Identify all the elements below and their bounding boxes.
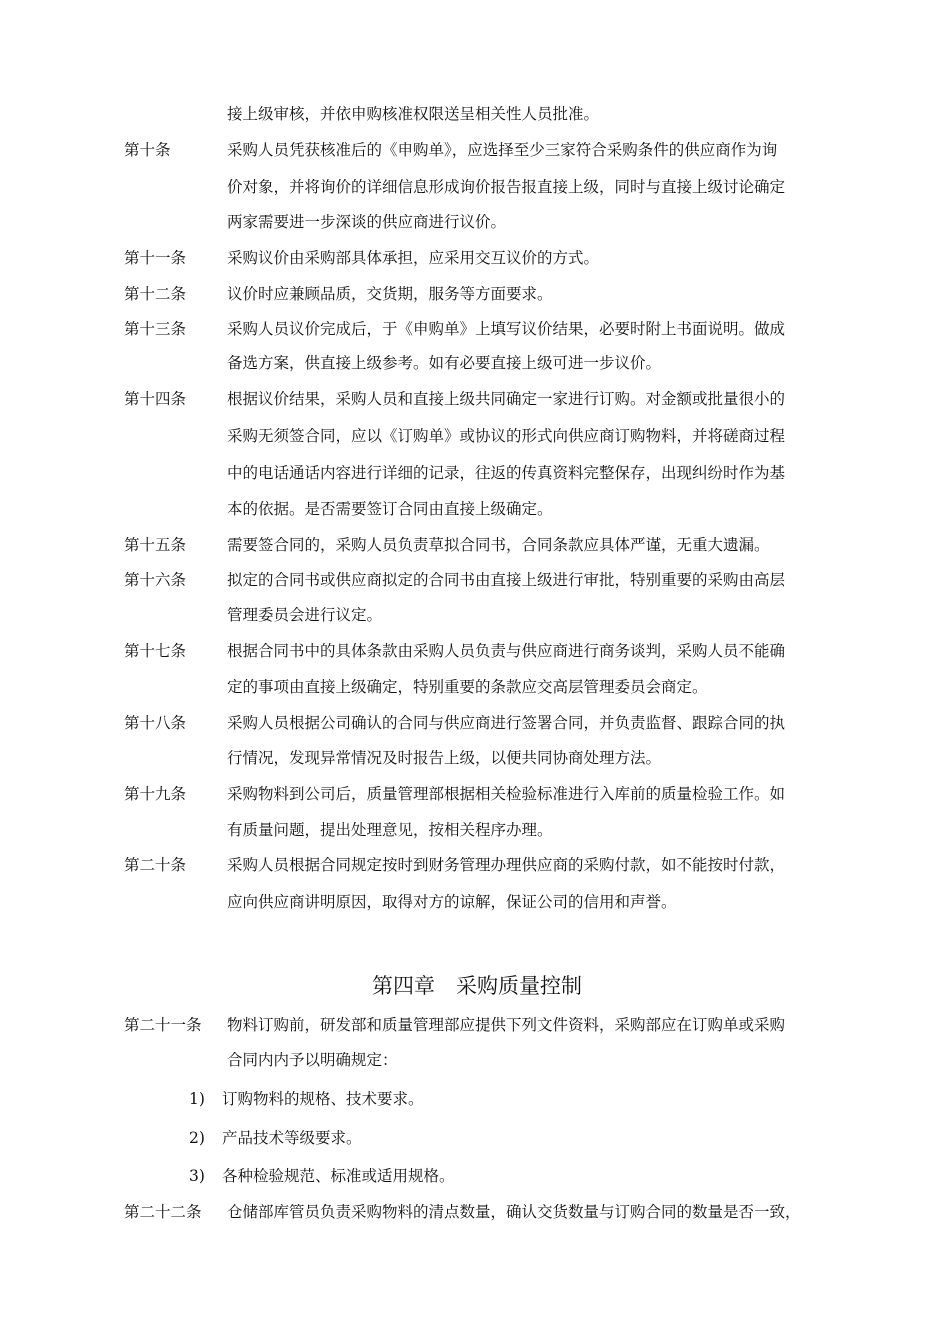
list-number: 1) xyxy=(189,1090,205,1108)
text-line: 采购人员根据合同规定按时到财务管理办理供应商的采购付款，如不能按时付款， xyxy=(227,856,786,874)
text-line: 本的依据。是否需要签订合同由直接上级确定。 xyxy=(227,500,553,518)
article-label: 第二十一条 xyxy=(124,1016,202,1034)
text-line: 价对象，并将询价的详细信息形成询价报告报直接上级，同时与直接上级讨论确定 xyxy=(227,178,786,196)
text-line: 议价时应兼顾品质，交货期，服务等方面要求。 xyxy=(227,285,553,303)
list-number: 2) xyxy=(189,1129,205,1147)
article-label: 第十四条 xyxy=(124,390,187,408)
text-line: 中的电话通话内容进行详细的记录，往返的传真资料完整保存，出现纠纷时作为基 xyxy=(227,464,786,482)
text-line: 仓储部库管员负责采购物料的清点数量，确认交货数量与订购合同的数量是否一致， xyxy=(227,1203,801,1221)
text-line: 采购议价由采购部具体承担，应采用交互议价的方式。 xyxy=(227,249,600,267)
text-line: 管理委员会进行议定。 xyxy=(227,606,383,624)
text-line: 行情况，发现异常情况及时报告上级，以便共同协商处理方法。 xyxy=(227,749,662,767)
text-line: 采购无须签合同，应以《订购单》或协议的形式向供应商订购物料，并将磋商过程 xyxy=(227,427,786,445)
text-line: 两家需要进一步深谈的供应商进行议价。 xyxy=(227,213,507,231)
text-line: 拟定的合同书或供应商拟定的合同书由直接上级进行审批，特别重要的采购由高层 xyxy=(227,571,786,589)
article-label: 第十六条 xyxy=(124,571,187,589)
text-line: 采购人员根据公司确认的合同与供应商进行签署合同，并负责监督、跟踪合同的执 xyxy=(227,714,786,732)
text-line: 应向供应商讲明原因，取得对方的谅解，保证公司的信用和声誉。 xyxy=(227,893,677,911)
list-number: 3) xyxy=(189,1167,205,1185)
article-label: 第二十条 xyxy=(124,856,187,874)
article-label: 第十七条 xyxy=(124,642,187,660)
text-line: 根据合同书中的具体条款由采购人员负责与供应商进行商务谈判，采购人员不能确 xyxy=(227,642,786,660)
list-item: 订购物料的规格、技术要求。 xyxy=(222,1090,424,1108)
text-line: 需要签合同的，采购人员负责草拟合同书，合同条款应具体严谨，无重大遗漏。 xyxy=(227,536,770,554)
article-label: 第十五条 xyxy=(124,536,187,554)
article-label: 第十条 xyxy=(124,141,171,159)
text-line: 采购物料到公司后，质量管理部根据相关检验标准进行入库前的质量检验工作。如 xyxy=(227,785,786,803)
article-label: 第十三条 xyxy=(124,320,187,338)
text-line: 定的事项由直接上级确定，特别重要的条款应交高层管理委员会商定。 xyxy=(227,678,708,696)
article-label: 第十八条 xyxy=(124,714,187,732)
article-label: 第十一条 xyxy=(124,249,187,267)
article-label: 第十二条 xyxy=(124,285,187,303)
list-item: 产品技术等级要求。 xyxy=(222,1129,362,1147)
text-line: 物料订购前，研发部和质量管理部应提供下列文件资料，采购部应在订购单或采购 xyxy=(227,1016,786,1034)
article-label: 第十九条 xyxy=(124,785,187,803)
text-line: 采购人员议价完成后，于《申购单》上填写议价结果，必要时附上书面说明。做成 xyxy=(227,320,786,338)
list-item: 各种检验规范、标准或适用规格。 xyxy=(222,1167,455,1185)
text-line: 备选方案，供直接上级参考。如有必要直接上级可进一步议价。 xyxy=(227,354,662,372)
text-line: 接上级审核，并依申购核准权限送呈相关性人员批准。 xyxy=(227,105,600,123)
text-line: 采购人员凭获核准后的《申购单》，应选择至少三家符合采购条件的供应商作为询 xyxy=(227,141,778,159)
chapter-title: 第四章 采购质量控制 xyxy=(372,974,582,998)
text-line: 合同内内予以明确规定： xyxy=(227,1051,398,1069)
article-label: 第二十二条 xyxy=(124,1203,202,1221)
text-line: 根据议价结果，采购人员和直接上级共同确定一家进行订购。对金额或批量很小的 xyxy=(227,390,786,408)
text-line: 有质量问题，提出处理意见，按相关程序办理。 xyxy=(227,821,553,839)
